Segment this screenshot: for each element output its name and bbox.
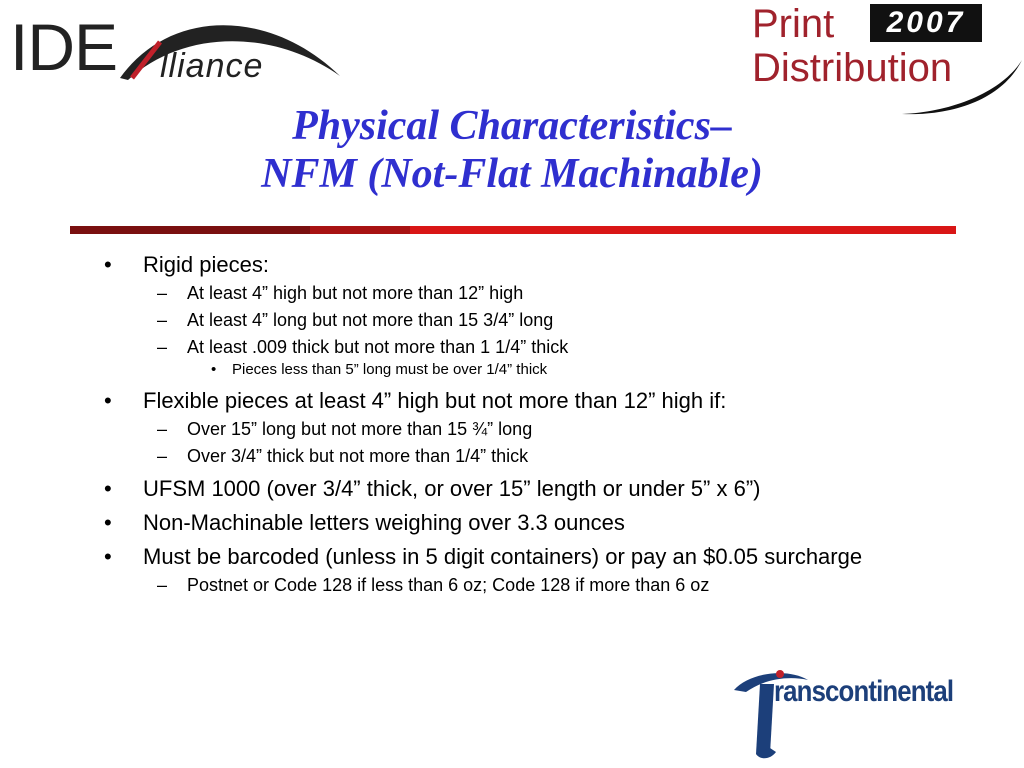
bullet-item: • Non-Machinable letters weighing over 3.3 ounces — [100, 510, 920, 535]
transcontinental-wordmark: ranscontinental — [774, 675, 954, 708]
bullet-list — [100, 250, 920, 596]
bullet-item: – Over 15” long but not more than 15 ¾” long — [100, 418, 920, 440]
print-distribution-swoosh-icon — [752, 2, 1024, 118]
slide-title-line1: Physical Characteristics– — [292, 103, 732, 149]
bullet-item: – At least 4” long but not more than 15 3/4” long — [100, 309, 920, 331]
transcontinental-logo — [730, 662, 990, 762]
print-distribution-word1: Print — [752, 2, 835, 46]
print-distribution-year: 2007 — [870, 4, 982, 42]
bullet-item: • Pieces less than 5” long must be over 1/4” thick — [100, 361, 920, 379]
bullet-item: • Flexible pieces at least 4” high but not more than 12” high if: — [100, 388, 920, 413]
slide-title — [0, 102, 1024, 198]
divider-segment-mid — [310, 226, 410, 234]
slide-title-line2: NFM (Not-Flat Machinable) — [261, 151, 763, 197]
idealliance-logo-part1: IDE — [10, 10, 118, 84]
title-divider — [70, 226, 956, 234]
bullet-item: • UFSM 1000 (over 3/4” thick, or over 15” length or under 5” x 6”) — [100, 476, 920, 501]
bullet-item: – At least .009 thick but not more than 1 1/4” thick — [100, 336, 920, 358]
print-distribution-logo — [752, 2, 1024, 118]
bullet-item: – Over 3/4” thick but not more than 1/4” thick — [100, 445, 920, 467]
divider-segment-bright — [410, 226, 956, 234]
divider-segment-dark — [70, 226, 310, 234]
bullet-item: – At least 4” high but not more than 12” high — [100, 282, 920, 304]
idealliance-logo-part2: lliance — [160, 47, 264, 85]
bullet-item: • Rigid pieces: — [100, 252, 920, 277]
print-distribution-word2: Distribution — [752, 46, 953, 90]
bullet-item: • Must be barcoded (unless in 5 digit containers) or pay an $0.05 surcharge — [100, 544, 920, 569]
idealliance-logo — [10, 10, 340, 94]
bullet-item: – Postnet or Code 128 if less than 6 oz; Code 128 if more than 6 oz — [100, 574, 920, 596]
